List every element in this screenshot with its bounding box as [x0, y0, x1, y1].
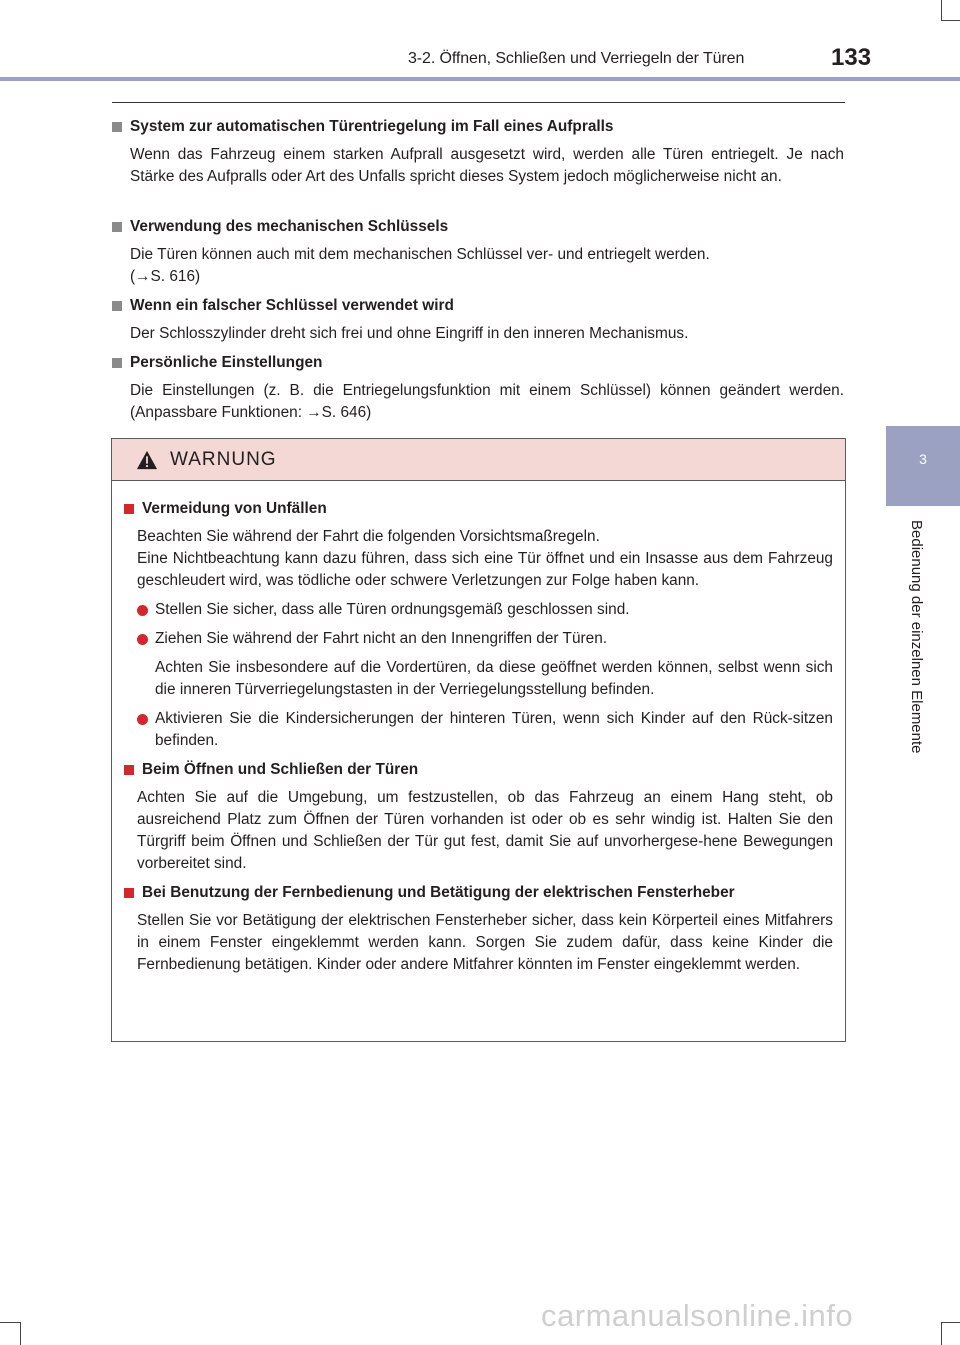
- warning-marker: [124, 765, 134, 775]
- section-marker: [112, 301, 122, 311]
- warning-triangle-icon: [136, 449, 158, 471]
- section-text: Die Türen können auch mit dem mechanischen Schlüssel ver- und entriegelt werden.: [130, 246, 710, 263]
- section-text: Wenn das Fahrzeug einem starken Aufprall ausgesetzt wird, werden alle Türen entriegelt. Je nach Stärke des Aufpralls oder Art des Unfalls spricht dieses System jedoch möglicherweise nicht an.: [130, 146, 844, 185]
- chapter-number: 3: [919, 451, 927, 467]
- chapter-label: Bedienung der einzelnen Elemente: [908, 520, 925, 754]
- chapter-tab: [886, 426, 960, 506]
- bullet-dot: [137, 634, 148, 645]
- warning-text: Beachten Sie während der Fahrt die folgenden Vorsichtsmaßregeln.: [137, 528, 600, 545]
- bullet-dot: [137, 714, 148, 725]
- section-wrong-key: [112, 295, 844, 345]
- section-marker: [112, 358, 122, 368]
- watermark: carmanualsonline.info: [541, 1298, 854, 1333]
- header-rule: [0, 77, 960, 81]
- section-heading: System zur automatischen Türentriegelung im Fall eines Aufpralls: [130, 118, 614, 135]
- bullet-subtext: Achten Sie insbesondere auf die Vordertüren, da diese geöffnet werden können, selbst wenn sich die inneren Türverriegelungstasten in der Verriegelungsstellung befinden.: [155, 659, 833, 698]
- section-text: Die Einstellungen (z. B. die Entriegelungsfunktion mit einem Schlüssel) können geändert werden. (Anpassbare Funktionen: →S. 646): [130, 382, 844, 421]
- warning-heading: Beim Öffnen und Schließen der Türen: [142, 761, 419, 778]
- warning-heading: Bei Benutzung der Fernbedienung und Betätigung der elektrischen Fensterheber: [142, 884, 735, 901]
- warning-title: WARNUNG: [170, 448, 277, 470]
- warning-text: Stellen Sie vor Betätigung der elektrischen Fensterheber sicher, dass kein Körperteil eines Mitfahrers in einem Fenster eingeklemmt werden kann. Sorgen Sie zudem dafür, dass keine Kinder die Fernbedienung betätigen. Kinder oder andere Mitfahrer könnten im Fenster eingeklemmt werden.: [137, 912, 833, 973]
- warning-heading: Vermeidung von Unfällen: [142, 500, 327, 517]
- section-marker: [112, 122, 122, 132]
- crop-mark: [20, 1322, 21, 1345]
- warning-text: Achten Sie auf die Umgebung, um festzustellen, ob das Fahrzeug an einem Hang steht, ob ausreichend Platz zum Öffnen der Türen vorhanden ist oder ob es sehr windig ist. Halten Sie den Türgriff beim Öffnen und Schließen der Tür gut fest, damit Sie auf unvorhergese-hene Bewegungen vorbereitet sind.: [137, 789, 833, 872]
- list-item: Aktivieren Sie die Kindersicherungen der hinteren Türen, wenn sich Kinder auf den Rück-sitzen befinden.: [137, 708, 833, 752]
- crop-mark: [0, 1322, 20, 1323]
- crop-mark: [941, 20, 960, 21]
- running-header: 3-2. Öffnen, Schließen und Verriegeln der Türen: [408, 50, 745, 67]
- section-mechanical-key: [112, 216, 844, 288]
- crop-mark: [941, 1322, 960, 1323]
- warning-box: [111, 438, 846, 1042]
- section-heading: Persönliche Einstellungen: [130, 354, 323, 371]
- section-auto-unlock: [112, 116, 844, 188]
- page-number: 133: [831, 44, 872, 71]
- section-text: Der Schlosszylinder dreht sich frei und ohne Eingriff in den inneren Mechanismus.: [130, 325, 689, 342]
- section-heading: Wenn ein falscher Schlüssel verwendet wird: [130, 297, 454, 314]
- list-item: Stellen Sie sicher, dass alle Türen ordnungsgemäß geschlossen sind.: [137, 599, 833, 621]
- bullet-dot: [137, 605, 148, 616]
- section-personal-settings: [112, 352, 844, 424]
- section-heading: Verwendung des mechanischen Schlüssels: [130, 218, 449, 235]
- warning-marker: [124, 888, 134, 898]
- page-reference-link[interactable]: (→S. 616): [130, 268, 201, 285]
- warning-text: Eine Nichtbeachtung kann dazu führen, dass sich eine Tür öffnet und ein Insasse aus dem Fahrzeug geschleudert wird, was tödliche oder schwere Verletzungen zur Folge haben kann.: [137, 550, 833, 589]
- warning-marker: [124, 504, 134, 514]
- warning-header: [112, 439, 845, 481]
- section-marker: [112, 222, 122, 232]
- warning-body: [112, 498, 845, 976]
- list-item: Ziehen Sie während der Fahrt nicht an den Innengriffen der Türen.: [137, 628, 833, 650]
- crop-mark: [941, 0, 942, 20]
- crop-mark: [941, 1322, 942, 1345]
- body-rule: [112, 102, 845, 103]
